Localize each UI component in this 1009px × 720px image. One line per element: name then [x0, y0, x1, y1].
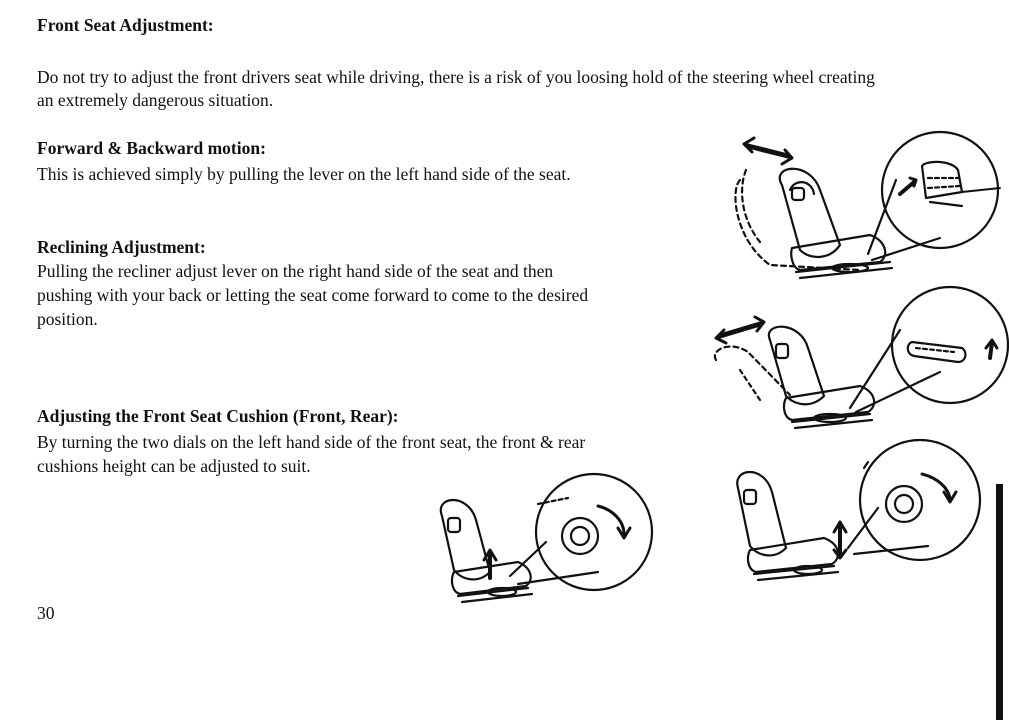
section-text-reclining-3: position.	[37, 309, 98, 329]
page-number: 30	[37, 603, 55, 623]
section-heading-forward-backward: Forward & Backward motion:	[37, 138, 266, 158]
section-text-reclining-2: pushing with your back or letting the seat come forward to come to the desired	[37, 285, 589, 305]
section-heading-reclining: Reclining Adjustment:	[37, 237, 206, 257]
cushion-rear-dial-diagram-icon	[728, 444, 996, 590]
section-heading-cushion: Adjusting the Front Seat Cushion (Front, Rear):	[37, 406, 399, 426]
intro-line-1: Do not try to adjust the front drivers seat while driving, there is a risk of you loosing hold of the steering wheel creating	[37, 67, 875, 87]
section-text-cushion-2: cushions height can be adjusted to suit.	[37, 456, 311, 476]
cushion-front-dial-diagram-icon	[428, 476, 658, 612]
seat-slide-diagram-icon	[700, 130, 1009, 290]
seat-recline-diagram-icon	[700, 300, 1009, 440]
section-text-forward-backward: This is achieved simply by pulling the lever on the left hand side of the seat.	[37, 164, 571, 184]
page-title: Front Seat Adjustment:	[37, 15, 214, 35]
section-text-reclining-1: Pulling the recliner adjust lever on the right hand side of the seat and then	[37, 261, 554, 281]
page-edge-scan-mark	[996, 484, 1003, 720]
section-text-cushion-1: By turning the two dials on the left hand side of the front seat, the front & rear	[37, 432, 586, 452]
intro-line-2: an extremely dangerous situation.	[37, 90, 274, 110]
